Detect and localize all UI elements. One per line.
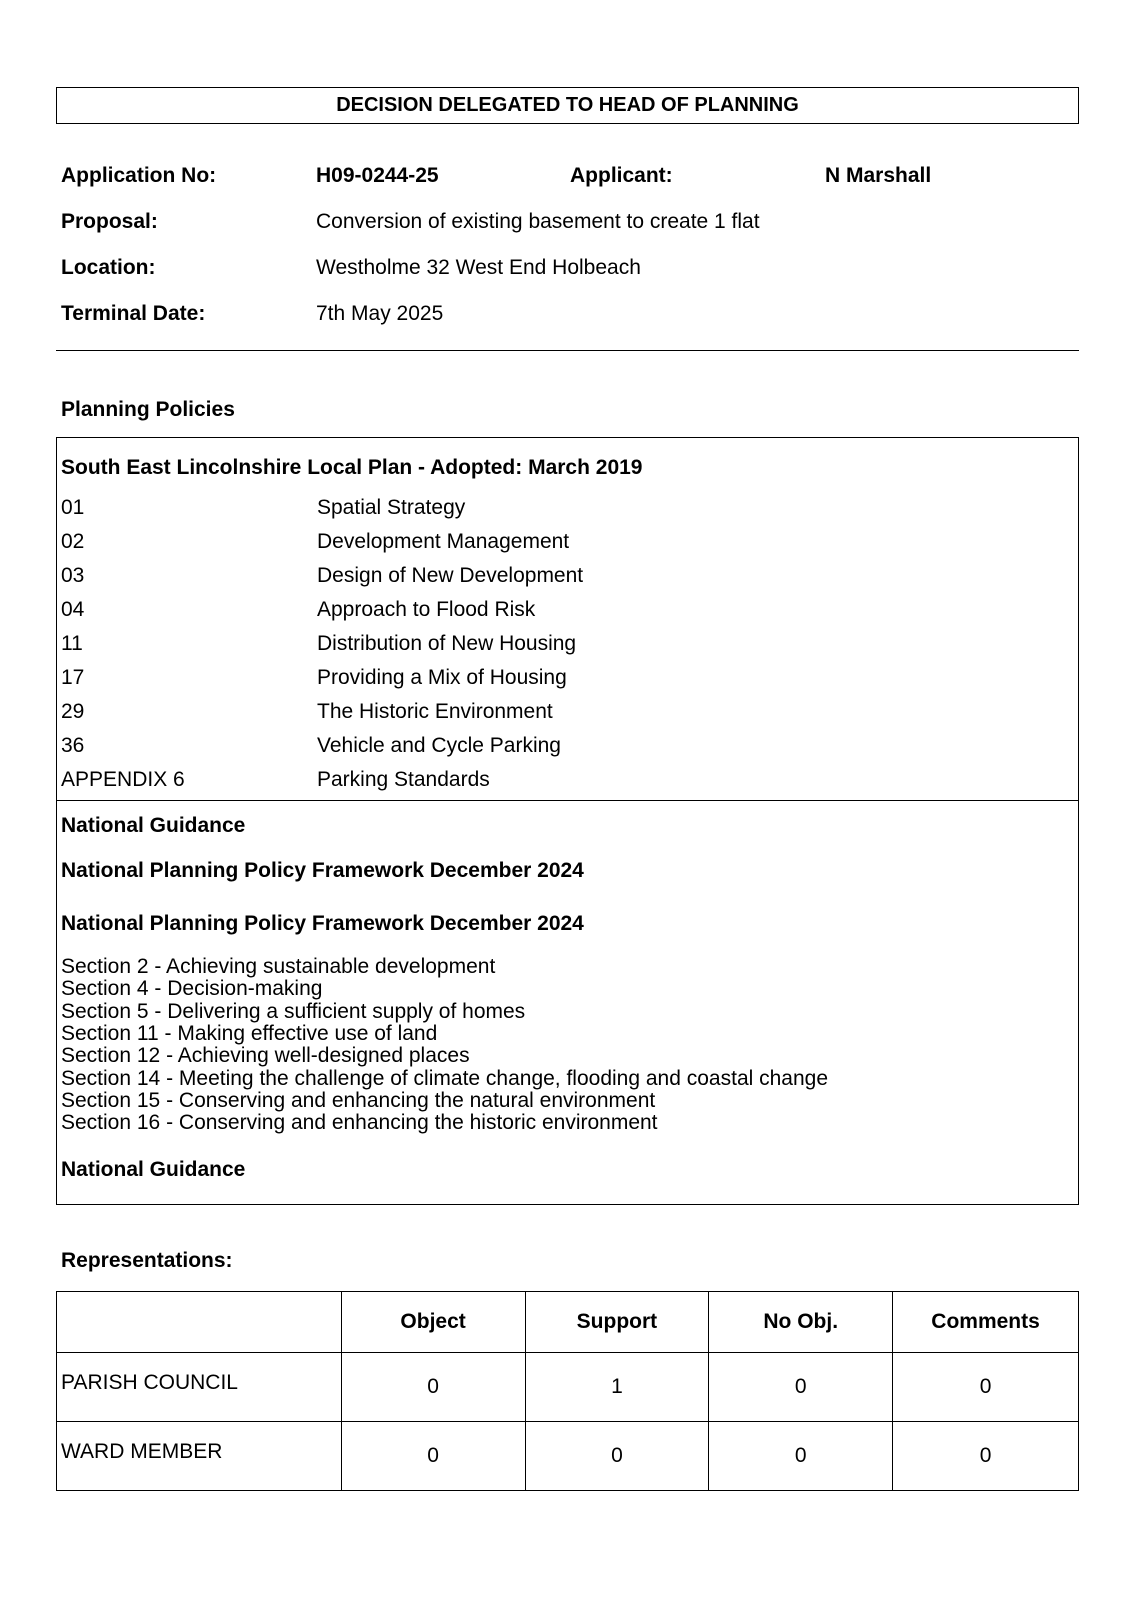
- nppf-section: Section 4 - Decision-making: [61, 977, 323, 1000]
- proposal-value: Conversion of existing basement to create 1 flat: [316, 210, 760, 233]
- policy-title: Vehicle and Cycle Parking: [317, 734, 561, 757]
- policy-code: APPENDIX 6: [61, 768, 185, 791]
- policy-code: 02: [61, 530, 85, 553]
- policy-row: [57, 734, 1078, 764]
- policy-row: [57, 768, 1078, 798]
- nppf-section: Section 15 - Conserving and enhancing the natural environment: [61, 1089, 656, 1112]
- no-obj-count: 0: [709, 1422, 893, 1491]
- policy-code: 36: [61, 734, 85, 757]
- policy-title: Spatial Strategy: [317, 496, 466, 519]
- applicant-value: N Marshall: [825, 164, 932, 187]
- nppf-section: Section 2 - Achieving sustainable development: [61, 955, 496, 978]
- terminal-date-value: 7th May 2025: [316, 302, 444, 325]
- policy-code: 03: [61, 564, 85, 587]
- planning-policies-heading: Planning Policies: [61, 398, 235, 421]
- representations-table: [56, 1291, 1079, 1491]
- column-header-comments: Comments: [893, 1292, 1079, 1353]
- policy-code: 04: [61, 598, 85, 621]
- policy-row: [57, 496, 1078, 526]
- no-obj-count: 0: [709, 1353, 893, 1422]
- location-value: Westholme 32 West End Holbeach: [316, 256, 641, 279]
- policy-code: 01: [61, 496, 85, 519]
- support-count: 0: [525, 1422, 709, 1491]
- application-no-label: Application No:: [61, 164, 217, 187]
- object-count: 0: [341, 1353, 525, 1422]
- policy-row: [57, 700, 1078, 730]
- column-header: [57, 1292, 342, 1353]
- policy-title: Parking Standards: [317, 768, 490, 791]
- policy-code: 11: [61, 632, 83, 655]
- proposal-label: Proposal:: [61, 210, 158, 233]
- policy-row: [57, 564, 1078, 594]
- policy-divider: [57, 800, 1078, 801]
- nppf-section: Section 16 - Conserving and enhancing the historic environment: [61, 1111, 658, 1134]
- policy-title: Development Management: [317, 530, 570, 553]
- policy-row: [57, 530, 1078, 560]
- national-guidance-heading: National Guidance: [61, 1158, 246, 1181]
- policy-title: The Historic Environment: [317, 700, 553, 723]
- policy-title: Design of New Development: [317, 564, 584, 587]
- policy-title: Providing a Mix of Housing: [317, 666, 567, 689]
- local-plan-title: South East Lincolnshire Local Plan - Adopted: March 2019: [61, 456, 643, 479]
- nppf-section: Section 12 - Achieving well-designed places: [61, 1044, 470, 1067]
- row-label: WARD MEMBER: [57, 1422, 342, 1491]
- column-header-no-obj: No Obj.: [709, 1292, 893, 1353]
- application-no-value: H09-0244-25: [316, 164, 439, 187]
- nppf-title: National Planning Policy Framework December 2024: [61, 859, 584, 882]
- applicant-label: Applicant:: [570, 164, 673, 187]
- table-row: [57, 1353, 1079, 1422]
- representations-heading: Representations:: [61, 1249, 233, 1272]
- table-row: [57, 1422, 1079, 1491]
- policy-title: Approach to Flood Risk: [317, 598, 536, 621]
- column-header-support: Support: [525, 1292, 709, 1353]
- policy-code: 17: [61, 666, 85, 689]
- nppf-title: National Planning Policy Framework December 2024: [61, 912, 584, 935]
- document-title-text: DECISION DELEGATED TO HEAD OF PLANNING: [336, 94, 799, 116]
- document-title: [56, 87, 1079, 124]
- policy-row: [57, 632, 1078, 662]
- nppf-section: Section 11 - Making effective use of land: [61, 1022, 438, 1045]
- location-label: Location:: [61, 256, 156, 279]
- row-label: PARISH COUNCIL: [57, 1353, 342, 1422]
- nppf-section: Section 5 - Delivering a sufficient supply of homes: [61, 1000, 526, 1023]
- comments-count: 0: [893, 1353, 1079, 1422]
- national-guidance-heading: National Guidance: [61, 814, 246, 837]
- object-count: 0: [341, 1422, 525, 1491]
- policy-row: [57, 666, 1078, 696]
- comments-count: 0: [893, 1422, 1079, 1491]
- policy-title: Distribution of New Housing: [317, 632, 577, 655]
- planning-policies-box: [56, 437, 1079, 1205]
- policy-row: [57, 598, 1078, 628]
- terminal-date-label: Terminal Date:: [61, 302, 206, 325]
- policy-code: 29: [61, 700, 85, 723]
- divider: [56, 350, 1079, 351]
- support-count: 1: [525, 1353, 709, 1422]
- column-header-object: Object: [341, 1292, 525, 1353]
- nppf-section: Section 14 - Meeting the challenge of climate change, flooding and coastal change: [61, 1067, 829, 1090]
- table-header-row: [57, 1292, 1079, 1353]
